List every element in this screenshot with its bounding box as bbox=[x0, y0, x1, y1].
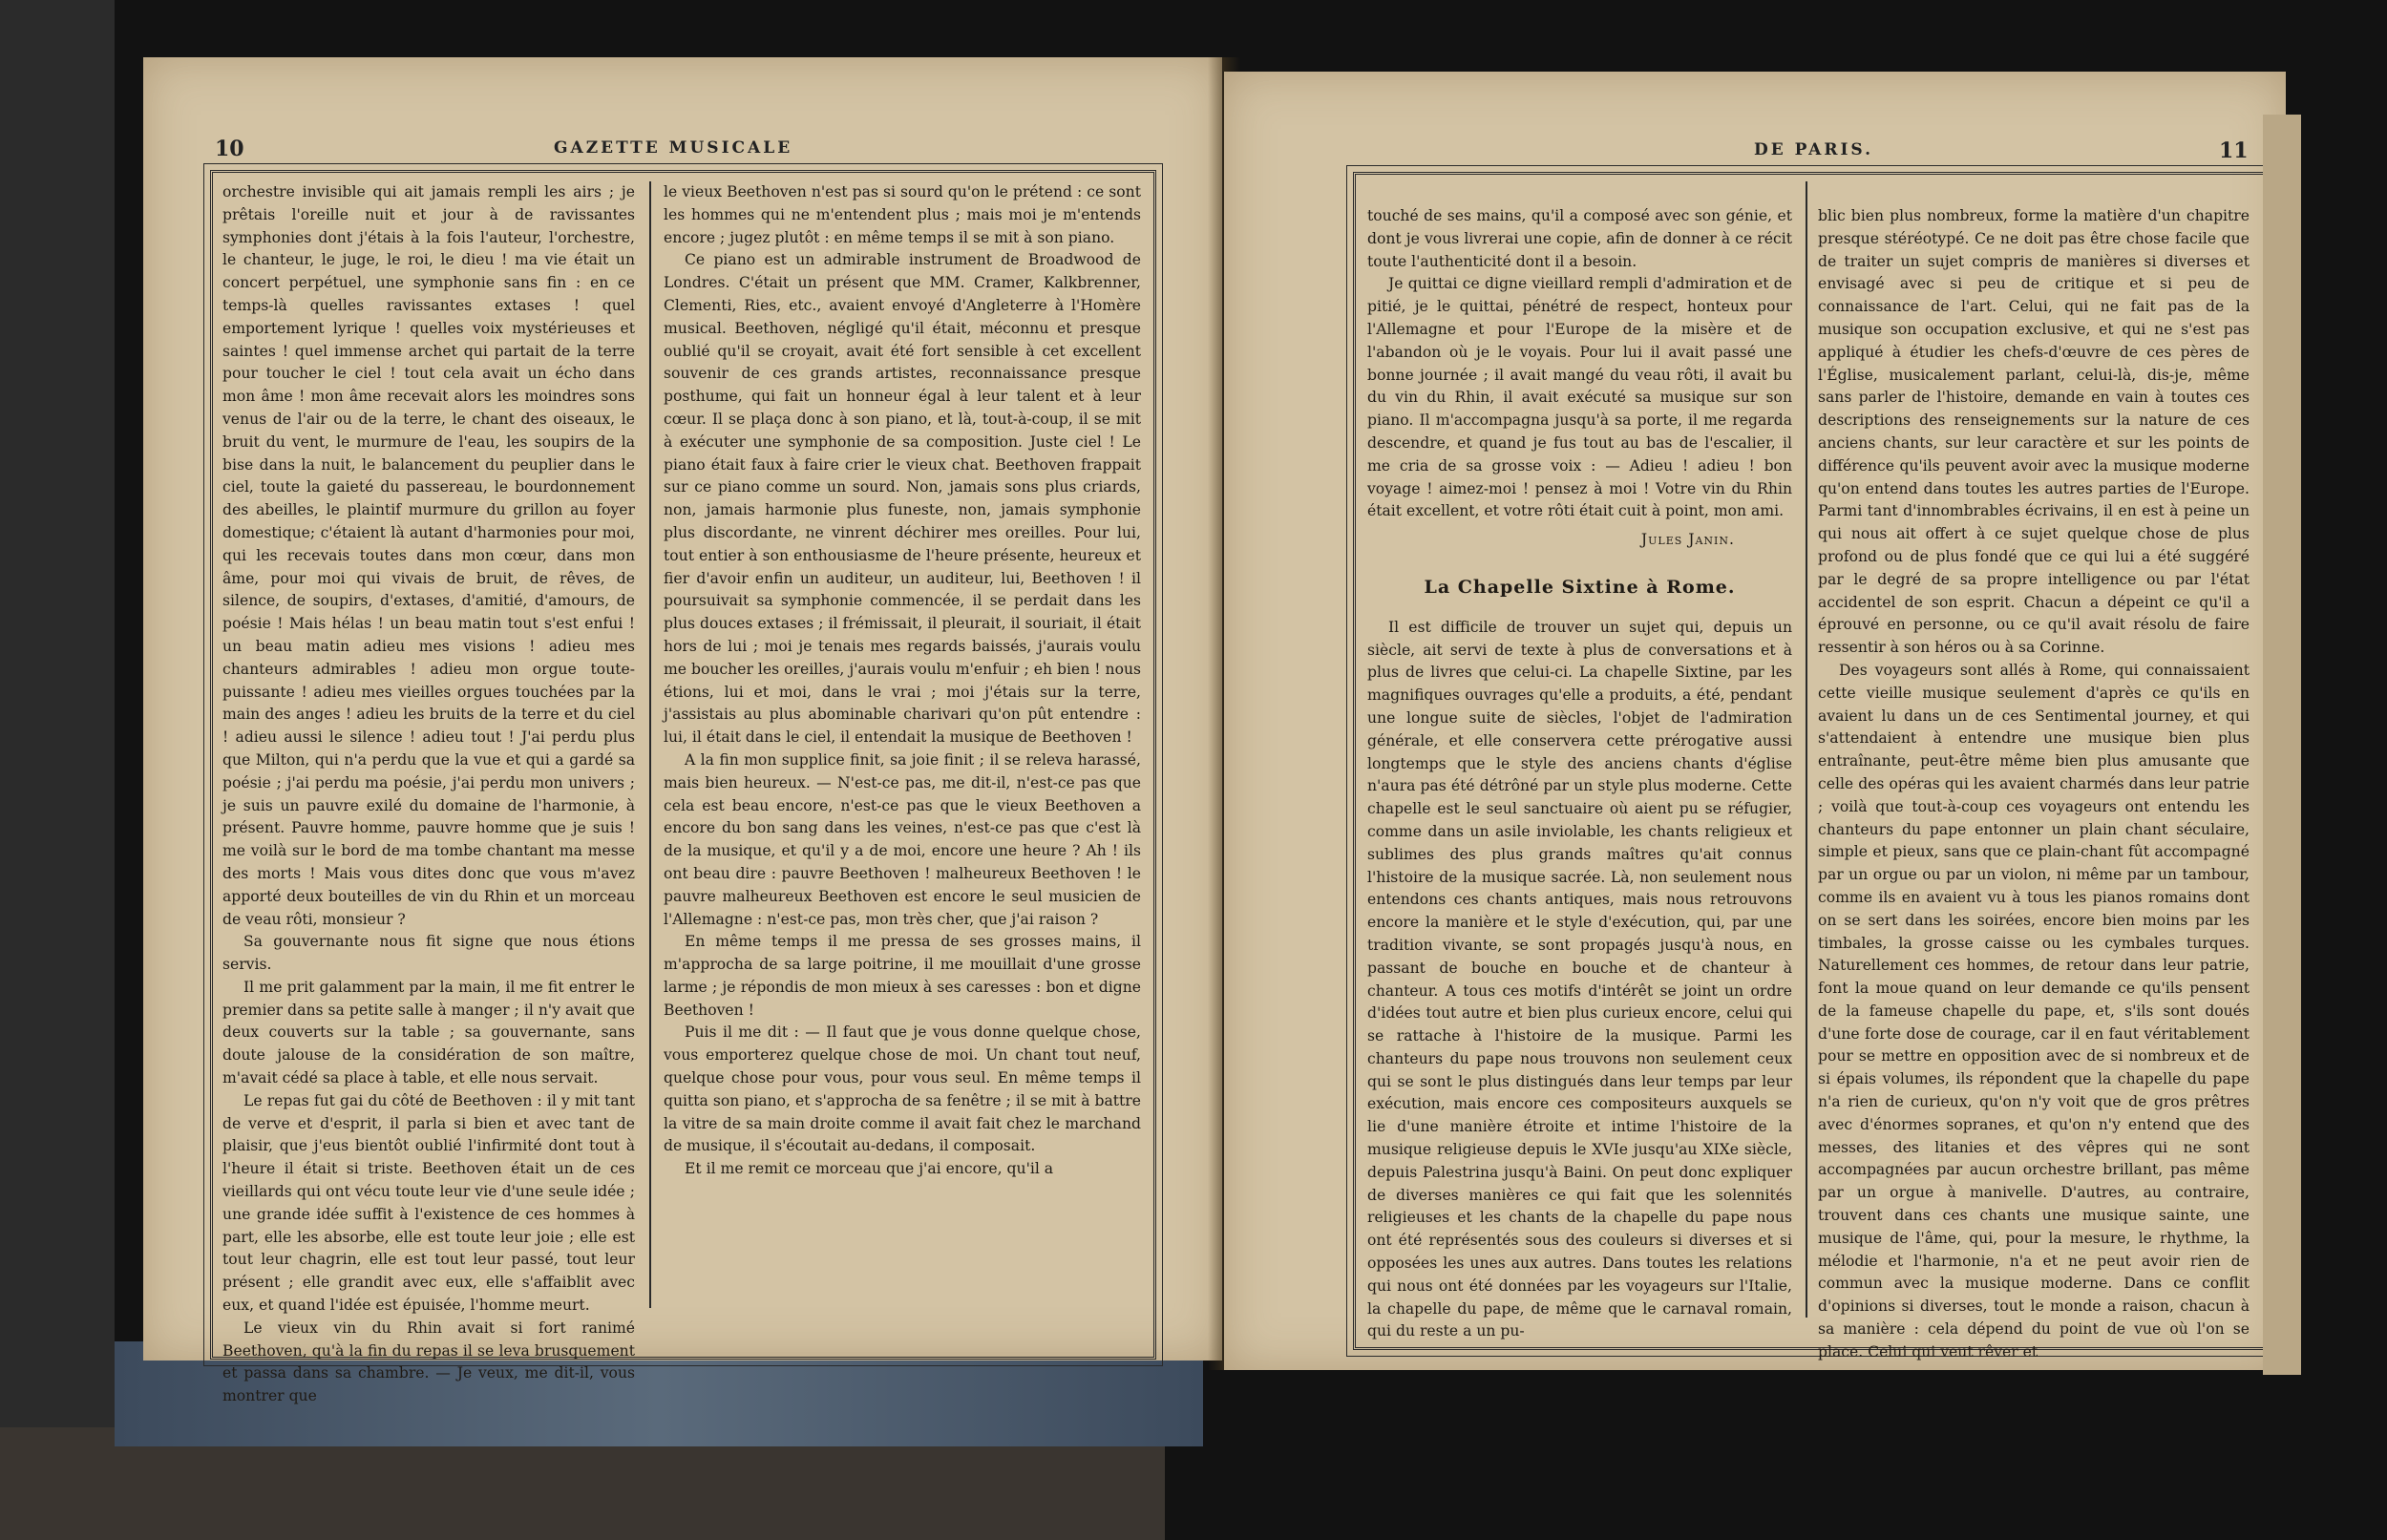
running-head-left: GAZETTE MUSICALE bbox=[554, 138, 793, 158]
paragraph: Le repas fut gai du côté de Beethoven : il y mit tant de verve et d'esprit, il parla si bien et avec tant de plaisir, que j'eus bientôt oublié l'infirmité dont tout à l'heure il était si triste. Beethoven était un de ces vieillards qui ont vécu toute leur vie d'une seule idée ; une grande idée suffit à l'existence de ces hommes à part, elle les absorbe, elle est toute leur joie ; elle est tout leur chagrin, elle est tout leur passé, tout leur présent ; elle grandit avec eux, elle s'affaiblit avec eux, et quand l'idée est épuisée, l'homme meurt. bbox=[222, 1091, 635, 1315]
paragraph: Ce piano est un admirable instrument de Broadwood de Londres. C'était un présent que MM. Cramer, Kalkbrenner, Clementi, Ries, etc., avaient envoyé d'Angleterre à l'Homère musical. Beethoven, négligé qu'il était, méconnu et presque oublié qu'il se croyait, avait été fort sensible à cet excellent souvenir de ces grands artistes, reconnaissance presque posthume, qui fait un honneur égal à leur talent et à leur cœur. Il se plaça donc à son piano, et là, tout-à-coup, il se mit à exécuter une symphonie de sa composition. Juste ciel ! Le piano était faux à faire crier le vieux chat. Beethoven frappait sur ce piano comme un sourd. Non, jamais sons plus criards, non, jamais harmonie plus funeste, non, jamais symphonie plus discordante, ne vinrent déchirer mes oreilles. Pour lui, tout entier à son enthousiasme de l'heure présente, heureux et fier d'avoir enfin un auditeur, un auditeur, lui, Beethoven ! il poursuivait sa symphonie commencée, il se perdait dans les plus douces extases ; il frémissait, il pleurait, il souriait, il était hors de lui ; moi je tenais mes regards baissés, j'aurais voulu me boucher les oreilles, j'aurais voulu m'enfuir ; eh bien ! nous étions, lui et moi, dans le vrai ; moi j'étais sur la terre, j'assistais au plus abominable charivari qu'on pût entendre : lui, il était dans le ciel, il entendait la musique de Beethoven ! bbox=[664, 251, 1141, 747]
background-left bbox=[0, 0, 115, 1540]
left-page bbox=[143, 57, 1222, 1405]
right-page bbox=[1224, 72, 2286, 1370]
page-number-right: 11 bbox=[2219, 138, 2249, 163]
right-page-column-2 bbox=[1818, 205, 2250, 1361]
right-column-rule bbox=[1806, 181, 1807, 1318]
right-page-column-1 bbox=[1367, 205, 1792, 1340]
paragraph: Puis il me dit : — Il faut que je vous donne quelque chose, vous emporterez quelque chose de moi. Un chant tout neuf, quelque chose pour vous, pour vous seul. En même temps il quitta son piano, et s'approcha de sa fenêtre ; il se mit à battre la vitre de sa main droite comme il avait fait chez le marchand de musique, il s'écoutait au-dedans, il composait. bbox=[664, 1023, 1141, 1155]
paragraph: touché de ses mains, qu'il a composé avec son génie, et dont je vous livrerai une copie, afin de donner à ce récit toute l'authenticité dont il a besoin. bbox=[1367, 207, 1792, 270]
paragraph: le vieux Beethoven n'est pas si sourd qu'on le prétend : ce sont les hommes qui ne m'entendent plus ; mais moi je m'entends encore ; jugez plutôt : en même temps il se mit à son piano. bbox=[664, 183, 1141, 246]
author-signature: Jules Janin. bbox=[1640, 531, 1735, 549]
paragraph: A la fin mon supplice finit, sa joie finit ; il se releva harassé, mais bien heureux. — N'est-ce pas, me dit-il, n'est-ce pas que cela est beau encore, n'est-ce pas que le vieux Beethoven a encore du bon sang dans les veines, n'est-ce pas que c'est là de la musique, et qu'il y a de moi, encore une heure ? Ah ! ils ont beau dire : pauvre Beethoven ! malheureux Beethoven ! le pauvre malheureux Beethoven est encore le seul musicien de l'Allemagne : n'est-ce pas, mon très cher, que j'ai raison ? bbox=[664, 750, 1141, 928]
paragraph: orchestre invisible qui ait jamais rempli les airs ; je prêtais l'oreille nuit et jour à de ravissantes symphonies dont j'étais à la fois l'auteur, l'orchestre, le chanteur, le juge, le roi, le dieu ! ma vie était un concert perpétuel, une symphonie sans fin : en ce temps-là quelles ravissantes extases ! quel emportement lyrique ! quelles voix mystérieuses et saintes ! quel immense archet qui partait de la terre pour toucher le ciel ! tout cela avait un écho dans mon âme ! mon âme recevait alors les moindres sons venus de l'air ou de la terre, le chant des oiseaux, le bruit du vent, le murmure de l'eau, les soupirs de la bise dans la nuit, le balancement du peuplier dans le ciel, toute la gaieté du passereau, le bourdonnement des abeilles, le plaintif murmure du grillon au foyer domestique; c'étaient là autant d'harmonies pour moi, qui les recevais toutes dans mon cœur, dans mon âme, pour moi qui vivais de bruit, de rêves, de silence, de soupirs, d'extases, d'amitié, d'amours, de poésie ! Mais hélas ! un beau matin tout s'est enfui ! un beau matin adieu mes visions ! adieu mes chanteurs admirables ! adieu mon orgue toute-puissante ! adieu mes vieilles orgues touchées par la main des anges ! adieu les bruits de la terre et du ciel ! adieu aussi le silence ! adieu tout ! J'ai perdu plus que Milton, qui n'a perdu que la vue et qui a gardé sa poésie ; j'ai perdu ma poésie, j'ai perdu mon univers ; je suis un pauvre exilé du domaine de l'harmonie, à présent. Pauvre homme, pauvre homme que je suis ! me voilà sur le bord de ma tombe chantant ma messe des morts ! Mais vous dites donc que vous m'avez apporté deux bouteilles de vin du Rhin et un morceau de veau rôti, monsieur ? bbox=[222, 183, 635, 928]
paragraph: Il me prit galamment par la main, il me fit entrer le premier dans sa petite salle à manger ; il n'y avait que deux couverts sur la table ; sa gouvernante, sans doute jalouse de la considération de son maître, m'avait cédé sa place à table, et elle nous servait. bbox=[222, 978, 635, 1087]
left-page-column-2 bbox=[664, 181, 1141, 1318]
paragraph: Et il me remit ce morceau que j'ai encore, qu'il a bbox=[685, 1160, 1054, 1178]
paragraph: Des voyageurs sont allés à Rome, qui connaissaient cette vieille musique seulement d'après ce qu'ils en avaient lu dans un de ces Sentimental journey, et qui s'attendaient à entendre une musique bien plus entraînante, peut-être même bien plus amusante que celle des opéras qui les avaient charmés dans leur patrie ; voilà que tout-à-coup ces voyageurs ont entendu les chanteurs du pape entonner un plain chant séculaire, simple et pieux, sans que ce plain-chant fût accompagné par un orgue ou par un violon, ni même par un tambour, comme ils en avaient vu à tous les pianos romains dont on se sert dans les soirées, encore bien moins par les timbales, la grosse caisse ou les cymbales turques. Naturellement ces hommes, de retour dans leur patrie, font la moue quand on leur demande ce qu'ils pensent de la fameuse chapelle du pape, et, s'ils sont doués d'une forte dose de courage, car il en faut véritablement pour se mettre en opposition avec de si nombreux et de si épais volumes, ils répondent que la chapelle du pape n'a rien de curieux, qu'on n'y voit que de gros prêtres avec d'énormes sopranes, et qu'on n'y entend que des messes, des litanies et des vêpres qui ne sont accompagnées par aucun orchestre brillant, pas même par un orgue à manivelle. D'autres, au contraire, trouvent dans ces chants une musique sainte, une musique de l'âme, qui, pour la mesure, le rhythme, la mélodie et l'harmonie, n'a et ne peut avoir rien de commun avec la musique moderne. Dans ce conflit d'opinions si diverses, tout le monde a raison, chacun à sa manière : cela dépend du point de vue où l'on se place. Celui qui veut rêver et bbox=[1818, 661, 2250, 1361]
running-head-right: DE PARIS. bbox=[1754, 140, 1874, 159]
paragraph: Je quittai ce digne vieillard rempli d'admiration et de pitié, je le quittai, pénétré de respect, honteux pour l'Allemagne et pour l'Europe de la misère et de l'abandon où je le voyais. Pour lui il avait passé une bonne journée ; il avait mangé du veau rôti, il avait bu du vin du Rhin, il avait exécuté sa musique sur son piano. Il m'accompagna jusqu'à sa porte, il me regarda descendre, et quand je fus tout au bas de l'escalier, il me cria de sa grosse voix : — Adieu ! adieu ! bon voyage ! aimez-moi ! pensez à moi ! Votre vin du Rhin était excellent, et votre rôti était cuit à point, mon ami. bbox=[1367, 275, 1792, 520]
paragraph: blic bien plus nombreux, forme la matière d'un chapitre presque stéréotypé. Ce ne doit pas être chose facile que de traiter un sujet compris de manières si diverses et envisagé avec si peu de critique et si peu de connaissance de l'art. Celui, qui ne fait pas de la musique son occupation exclusive, et qui ne s'est pas appliqué à étudier les chefs-d'œuvre de ces pères de l'Église, musicalement parlant, celui-là, dis-je, même sans parler de l'histoire, demande en vain à toutes ces descriptions des renseignements sur la nature de ces anciens chants, sur leur caractère et sur les points de différence qu'ils peuvent avoir avec la musique moderne qu'on entend dans toutes les autres parties de l'Europe. Parmi tant d'innombrables écrivains, il en est à peine un qui nous ait offert à ce sujet quelque chose de plus profond ou de plus fondé que ce qui lui a été suggéré par le degré de sa propre intelligence ou par l'état accidentel de son esprit. Chacun a dépeint ce qu'il a éprouvé en personne, ou ce qu'il avait résolu de faire ressentir à son héros ou à sa Corinne. bbox=[1818, 207, 2250, 657]
page-edges bbox=[2263, 115, 2301, 1375]
page-number-left: 10 bbox=[215, 137, 244, 161]
article-title: La Chapelle Sixtine à Rome. bbox=[1424, 576, 1736, 598]
left-page-column-1 bbox=[222, 181, 635, 1405]
paragraph: Le vieux vin du Rhin avait si fort ranimé Beethoven, qu'à la fin du repas il se leva brusquement et passa dans sa chambre. — Je veux, me dit-il, vous montrer que bbox=[222, 1318, 635, 1405]
paragraph: Sa gouvernante nous fit signe que nous étions servis. bbox=[222, 933, 635, 974]
paragraph: Il est difficile de trouver un sujet qui, depuis un siècle, ait servi de texte à plus de conversations et à plus de livres que celui-ci. La chapelle Sixtine, par les magnifiques ouvrages qu'elle a produits, a été, pendant une longue suite de siècles, l'objet de l'admiration générale, et elle conservera cette prérogative aussi longtemps que le style des anciens chants d'église n'aura pas été détrôné par un style plus moderne. Cette chapelle est le seul sanctuaire où aient pu se réfugier, comme dans un asile inviolable, les chants religieux et sublimes des plus grands maîtres qu'ait connus l'histoire de la musique sacrée. Là, non seulement nous entendons ces chants antiques, mais nous retrouvons encore la manière et le style d'exécution, qui, par une tradition vivante, se sont propagés jusqu'à nous, en passant de bouche en bouche et de chanteur à chanteur. A tous ces motifs d'intérêt se joint un ordre d'idées tout autre et bien plus curieux encore, celui qui se rattache à l'histoire de la musique. Parmi les chanteurs du pape nous trouvons non seulement ceux qui se sont le plus distingués dans leur temps par leur exécution, mais encore ces compositeurs auxquels se lie d'une manière étroite et intime l'histoire de la musique religieuse depuis le XVIe jusqu'au XIXe siècle, depuis Palestrina jusqu'à Baini. On peut donc expliquer de diverses manières ce qui fait que les solennités religieuses et les chants de la chapelle du pape nous ont été représentés sous des couleurs si diverses et si opposées les unes aux autres. Dans toutes les relations qui nous ont été données par les voyageurs sur l'Italie, la chapelle du pape, de même que le carnaval romain, qui du reste a un pu- bbox=[1367, 618, 1792, 1340]
left-column-rule bbox=[649, 181, 651, 1308]
paragraph: En même temps il me pressa de ses grosses mains, il m'approcha de sa large poitrine, il me mouillait d'une grosse larme ; je répondis de mon mieux à ses caresses : bon et digne Beethoven ! bbox=[664, 933, 1141, 1019]
